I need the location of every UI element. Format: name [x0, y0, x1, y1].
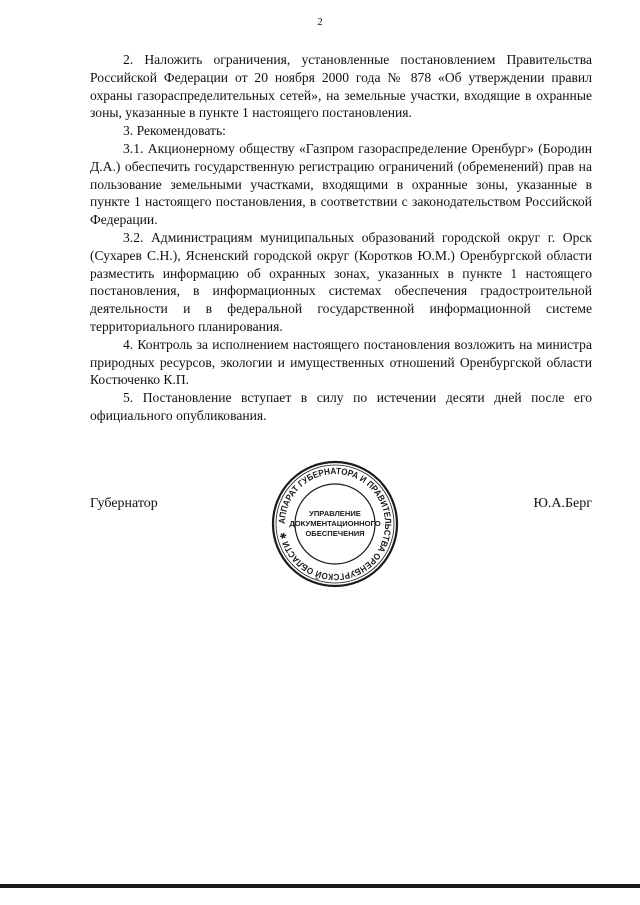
- paragraph-4: 4. Контроль за исполнением настоящего постановления возложить на министра природных ресурсов, экологии и имущественных отношений Оренбургской области Костюченко К.П.: [90, 336, 592, 388]
- seal-graphic: [269, 458, 401, 590]
- paragraph-5: 5. Постановление вступает в силу по истечении десяти дней после его официального опубликования.: [90, 390, 592, 423]
- seal-center-line-2: ДОКУМЕНТАЦИОННОГО: [289, 519, 381, 528]
- paragraph-3: 3. Рекомендовать:: [123, 123, 226, 139]
- document-body: [90, 51, 592, 425]
- paragraph-3-1: 3.1. Акционерному обществу «Газпром газораспределение Оренбург» (Бородин Д.А.) обеспечить государственную регистрацию ограничений (обременений) прав на пользование земельными участками, входящими в охранные зоны, указанные в пункте 1 настоящего постановления, в соответствии с законодательством Российской Федерации.: [90, 140, 592, 228]
- seal-center-line-1: УПРАВЛЕНИЕ: [309, 509, 361, 518]
- official-seal: [269, 458, 401, 590]
- seal-center-line-3: ОБЕСПЕЧЕНИЯ: [305, 529, 365, 538]
- page-number: 2: [317, 16, 323, 28]
- signatory-name: Ю.А.Берг: [533, 496, 592, 511]
- signatory-title: Губернатор: [90, 496, 158, 511]
- paragraph-2: 2. Наложить ограничения, установленные постановлением Правительства Российской Федерации от 20 ноября 2000 года № 878 «Об утверждении правил охраны газораспределительных сетей», на земельные участки, входящие в охранные зоны, указанные в пункте 1 настоящего постановления.: [90, 52, 592, 121]
- paragraph-3-2: 3.2. Администрациям муниципальных образований городской округ г. Орск (Сухарев С.Н.), Ясненский городской округ (Коротков Ю.М.) Оренбургской области разместить информацию об охранных зонах, указанных в пункте 1 настоящего постановления, в информационных системах обеспечения градостроительной деятельности и в федеральной государственной информационной системе территориального планирования.: [90, 229, 592, 334]
- scan-bottom-edge: [0, 884, 640, 888]
- seal-ring-text: АППАРАТ ГУБЕРНАТОРА И ПРАВИТЕЛЬСТВА ОРЕНБУРГСКОЙ ОБЛАСТИ ✱: [276, 465, 394, 583]
